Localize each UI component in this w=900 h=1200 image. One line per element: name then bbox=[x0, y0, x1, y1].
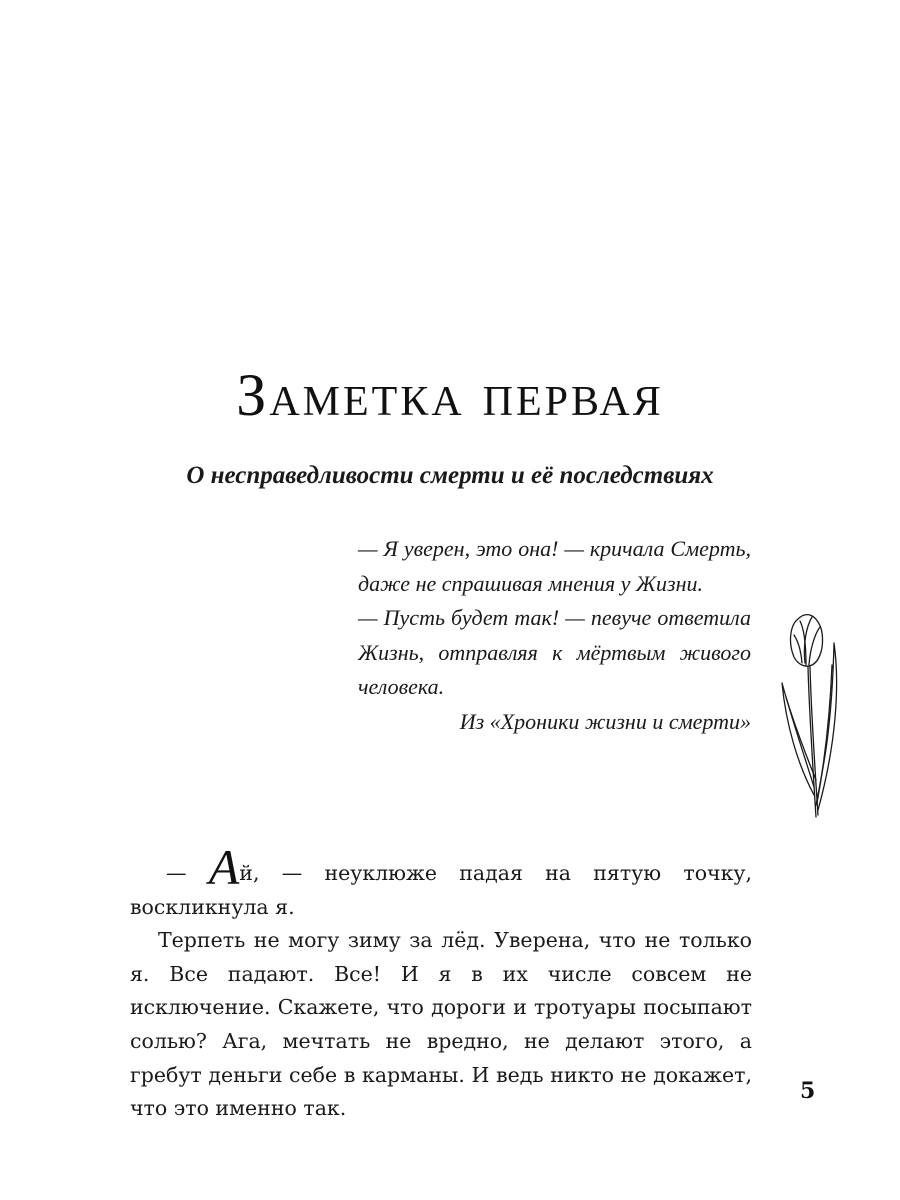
paragraph: Терпеть не могу зиму за лёд. Уверена, что не только я. Все падают. Все! И я в их числе совсем не исключение. Скажете, что дороги и тротуары посыпают солью? Ага, мечтать не вредно, не делают этого, а гребут деньги себе в карманы. И ведь никто не докажет, что это именно так. bbox=[130, 928, 752, 1121]
page-number: 5 bbox=[800, 1078, 816, 1104]
epigraph-line: — Пусть будет так! — певуче ответила Жизнь, отправляя к мёртвым живого человека. bbox=[358, 605, 751, 699]
tulip-icon bbox=[776, 605, 846, 825]
dropcap-letter: А bbox=[208, 839, 240, 895]
paragraph bbox=[130, 839, 752, 924]
paragraph-text: й, — неуклюже падая на пятую точку, воскликнула я. bbox=[130, 861, 752, 919]
epigraph bbox=[358, 532, 751, 739]
body-text bbox=[130, 839, 752, 1126]
epigraph-line: — Я уверен, это она! — кричала Смерть, даже не спрашивая мнения у Жизни. bbox=[358, 536, 751, 596]
chapter-subtitle: О несправедливости смерти и её последствиях bbox=[186, 462, 714, 489]
chapter-title: Заметка первая bbox=[236, 362, 664, 428]
dash: — bbox=[166, 861, 209, 885]
epigraph-source: Из «Хроники жизни и смерти» bbox=[459, 708, 751, 734]
